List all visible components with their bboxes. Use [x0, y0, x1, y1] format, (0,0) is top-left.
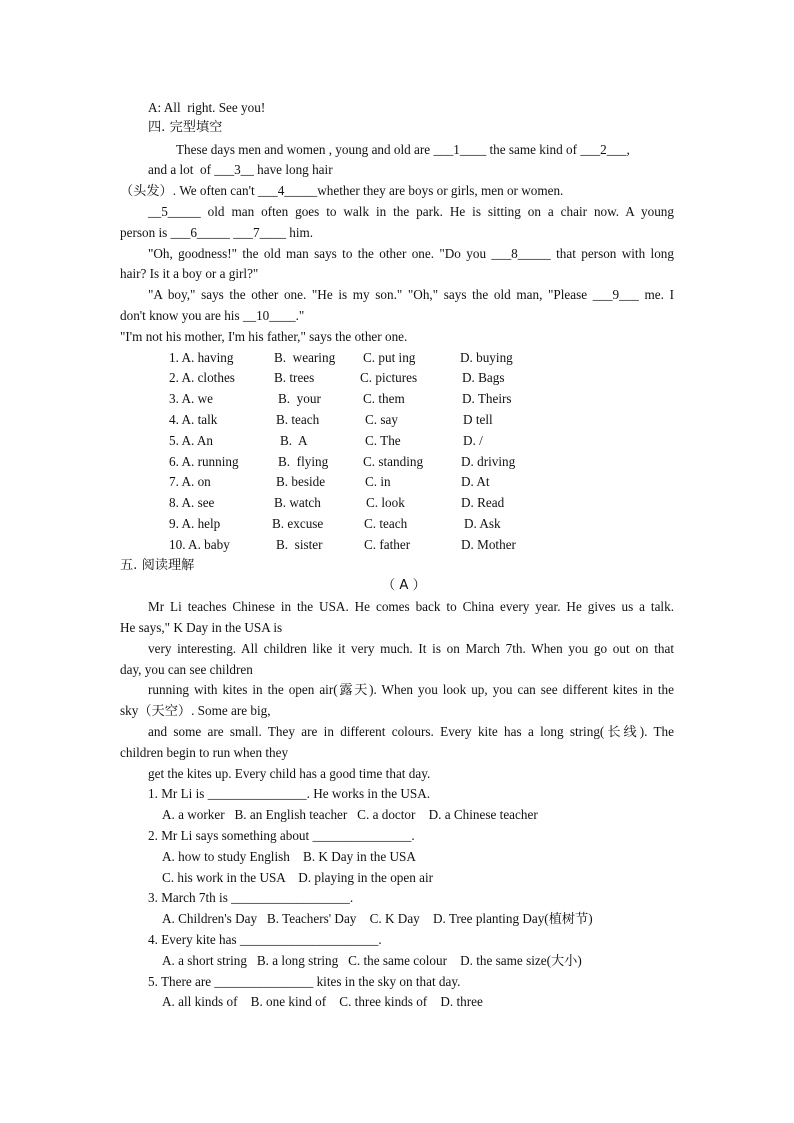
cloze-passage-line: "Oh, goodness!" the old man says to the other one. "Do you ___8_____ that person with long	[148, 246, 674, 261]
question: 4. Every kite has _____________________.	[148, 932, 382, 947]
reading-passage-line: very interesting. All children like it very much. It is on March 7th. When you go out on that	[148, 641, 674, 656]
question: 3. March 7th is __________________.	[148, 890, 354, 905]
cloze-passage-line: person is ___6_____ ___7____ him.	[120, 225, 314, 240]
option-c: C. standing	[363, 454, 424, 469]
cloze-passage-line: __5_____ old man often goes to walk in the park. He is sitting on a chair now. A young	[148, 204, 674, 219]
option-a: 1. A. having	[169, 350, 234, 365]
option-b: B. flying	[278, 454, 329, 469]
option-a: 9. A. help	[169, 516, 221, 531]
option-c: C. in	[365, 474, 391, 489]
option-a: 7. A. on	[169, 474, 211, 489]
reading-passage-line: He says," K Day in the USA is	[120, 620, 283, 635]
reading-passage-line: sky（天空）. Some are big,	[120, 703, 271, 718]
question: 1. Mr Li is _______________. He works in the USA.	[148, 786, 431, 801]
answer-options: A. a short string B. a long string C. the same colour D. the same size(大小)	[162, 953, 582, 968]
option-b: B. wearing	[274, 350, 336, 365]
option-c: C. say	[365, 412, 398, 427]
cloze-passage-line: "I'm not his mother, I'm his father," says the other one.	[120, 329, 408, 344]
answer-options: A. Children's Day B. Teachers' Day C. K Day D. Tree planting Day(植树节)	[162, 911, 593, 926]
answer-options: A. all kinds of B. one kind of C. three kinds of D. three	[162, 994, 483, 1009]
option-b: B. sister	[276, 537, 323, 552]
option-a: 8. A. see	[169, 495, 215, 510]
option-a: 5. A. An	[169, 433, 213, 448]
reading-passage-line: running with kites in the open air(露天). When you look up, you can see different kites in the	[148, 682, 674, 697]
reading-passage-line: day, you can see children	[120, 662, 253, 677]
cloze-passage-line: and a lot of ___3__ have long hair	[148, 162, 333, 177]
question: 2. Mr Li says something about _______________.	[148, 828, 415, 843]
option-d: D. Theirs	[462, 391, 512, 406]
cloze-passage-line: These days men and women , young and old are ___1____ the same kind of ___2___,	[176, 142, 630, 157]
option-c: C. father	[364, 537, 411, 552]
question: 5. There are _______________ kites in the sky on that day.	[148, 974, 461, 989]
option-c: C. put ing	[363, 350, 416, 365]
dialogue-line: A: All right. See you!	[148, 100, 266, 115]
reading-passage-line: Mr Li teaches Chinese in the USA. He comes back to China every year. He gives us a talk.	[148, 599, 674, 614]
option-d: D. At	[461, 474, 490, 489]
answer-options: A. how to study English B. K Day in the USA	[162, 849, 416, 864]
option-d: D. Bags	[462, 370, 505, 385]
option-d: D. buying	[460, 350, 513, 365]
passage-label: （ A ）	[382, 578, 426, 593]
option-c: C. pictures	[360, 370, 418, 385]
option-a: 3. A. we	[169, 391, 213, 406]
option-b: B. trees	[274, 370, 315, 385]
option-a: 6. A. running	[169, 454, 239, 469]
reading-passage-line: children begin to run when they	[120, 745, 289, 760]
answer-options: C. his work in the USA D. playing in the open air	[162, 870, 434, 885]
option-b: B. excuse	[272, 516, 324, 531]
cloze-passage-line: （头发）. We often can't ___4_____whether they are boys or girls, men or women.	[120, 183, 564, 198]
section-title-reading: 五. 阅读理解	[120, 558, 195, 573]
cloze-passage-line: hair? Is it a boy or a girl?"	[120, 266, 259, 281]
option-c: C. look	[366, 495, 405, 510]
option-b: B. watch	[274, 495, 321, 510]
cloze-passage-line: don't know you are his __10____."	[120, 308, 305, 323]
option-a: 2. A. clothes	[169, 370, 235, 385]
reading-passage-line: and some are small. They are in different colours. Every kite has a long string(长线). The	[148, 724, 674, 739]
reading-passage-line: get the kites up. Every child has a good time that day.	[148, 766, 431, 781]
option-b: B. A	[280, 433, 308, 448]
option-b: B. beside	[276, 474, 326, 489]
option-d: D. /	[463, 433, 483, 448]
option-a: 4. A. talk	[169, 412, 218, 427]
option-c: C. The	[365, 433, 401, 448]
option-a: 10. A. baby	[169, 537, 230, 552]
option-d: D. Read	[461, 495, 505, 510]
option-d: D tell	[463, 412, 493, 427]
option-d: D. driving	[461, 454, 516, 469]
option-b: B. teach	[276, 412, 320, 427]
option-c: C. teach	[364, 516, 408, 531]
cloze-passage-line: "A boy," says the other one. "He is my son." "Oh," says the old man, "Please ___9___ me. I	[148, 287, 674, 302]
option-d: D. Ask	[464, 516, 501, 531]
option-c: C. them	[363, 391, 405, 406]
section-title-cloze: 四. 完型填空	[148, 120, 223, 135]
option-d: D. Mother	[461, 537, 516, 552]
answer-options: A. a worker B. an English teacher C. a doctor D. a Chinese teacher	[162, 807, 538, 822]
option-b: B. your	[278, 391, 321, 406]
